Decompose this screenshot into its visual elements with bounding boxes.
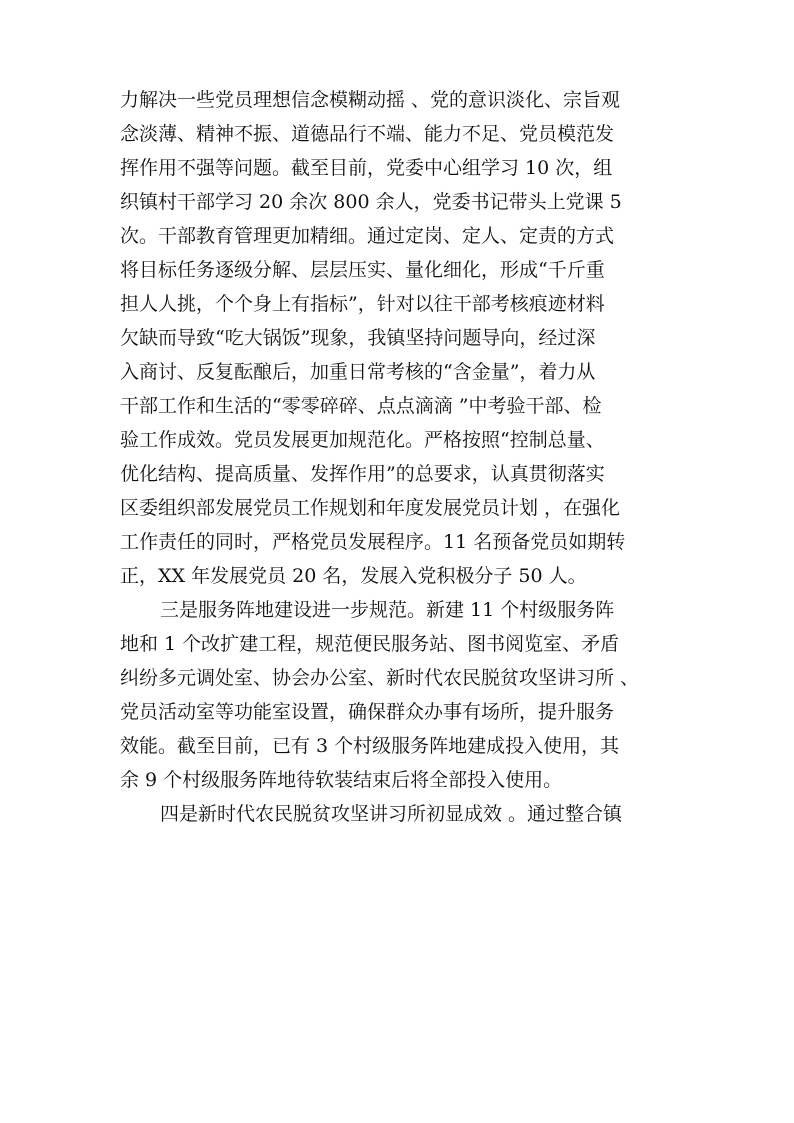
paragraph-line: 纠纷多元调处室、协会办公室、新时代农民脱贫攻坚讲习所 、 [120,667,640,689]
paragraph-line: 党员活动室等功能室设置，确保群众办事有场所，提升服务 [120,701,615,723]
paragraph-line: 担人人挑，个个身上有指标”，针对以往干部考核痕迹材料 [120,293,605,315]
paragraph-line: 欠缺而导致“吃大锅饭”现象，我镇坚持问题导向，经过深 [120,327,596,349]
paragraph-line: 次。干部教育管理更加精细。通过定岗、定人、定责的方式 [120,225,615,247]
paragraph-line: 效能。截至目前，已有 3 个村级服务阵地建成投入使用，其 [120,735,620,757]
section-four-first-line: 四是新时代农民脱贫攻坚讲习所初显成效 。通过整合镇 [160,803,623,825]
paragraph-line: 地和 1 个改扩建工程，规范便民服务站、图书阅览室、矛盾 [120,633,620,655]
paragraph-line: 区委组织部发展党员工作规划和年度发展党员计划 ，在强化 [120,497,621,519]
section-three-first-line: 三是服务阵地建设进一步规范。新建 11 个村级服务阵 [160,599,615,621]
paragraph-line: 挥作用不强等问题。截至目前，党委中心组学习 10 次，组 [120,157,613,179]
paragraph-line: 余 9 个村级服务阵地待软装结束后将全部投入使用。 [120,769,563,791]
paragraph-line: 优化结构、提高质量、发挥作用”的总要求，认真贯彻落实 [120,463,605,485]
paragraph-line: 织镇村干部学习 20 余次 800 余人，党委书记带头上党课 5 [120,191,622,213]
paragraph-line: 入商讨、反复酝酿后，加重日常考核的“含金量”，着力从 [120,361,596,383]
paragraph-line: 念淡薄、精神不振、道德品行不端、能力不足、党员模范发 [120,123,615,145]
paragraph-line: 工作责任的同时，严格党员发展程序。11 名预备党员如期转 [120,531,626,553]
paragraph-line: 干部工作和生活的“零零碎碎、点点滴滴 ”中考验干部、检 [120,395,602,417]
paragraph-line: 力解决一些党员理想信念模糊动摇 、党的意识淡化、宗旨观 [120,89,621,111]
paragraph-line: 验工作成效。党员发展更加规范化。严格按照“控制总量、 [120,429,605,451]
paragraph-line: 将目标任务逐级分解、层层压实、量化细化，形成“千斤重 [120,259,605,281]
paragraph-line: 正，XX 年发展党员 20 名，发展入党积极分子 50 人。 [120,565,587,587]
